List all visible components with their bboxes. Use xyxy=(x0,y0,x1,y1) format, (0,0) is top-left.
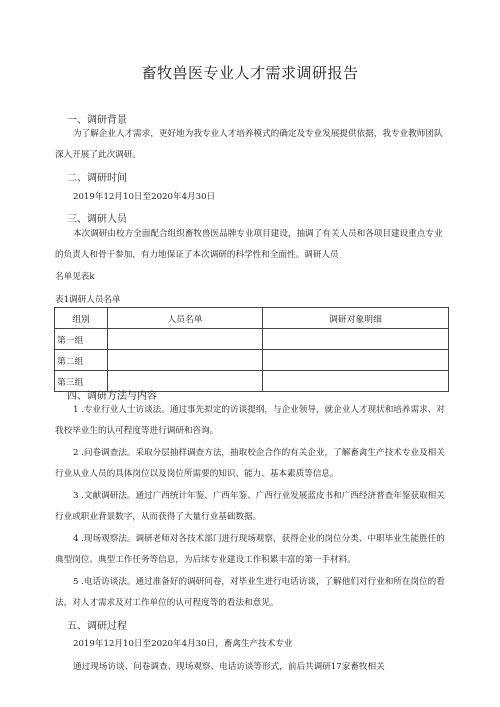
section-heading-staff: 三、调研人员 xyxy=(67,214,127,225)
staff-table xyxy=(54,307,449,392)
method-item-1: 1 .专业行业人士访谈法。通过事先拟定的访谈提纲，与企业领导，就企业人才现状和培养需求、对我校毕业生的认可程度等进行调研和咨询。 xyxy=(55,405,445,436)
header-targets: 调研对象明细 xyxy=(263,308,449,329)
method-item-3: 3 .文献调研法。通过广西统计年鉴、广西年鉴、广西行业发展蓝皮书和广西经济普查年鉴获取相关行业或职业背景数字，从而获得了大量行业基础数据。 xyxy=(55,491,445,522)
section-heading-background: 一、调研背景 xyxy=(67,115,127,126)
report-title: 畜牧兽医专业人才需求调研报告 xyxy=(141,64,359,82)
cell-group: 第三组 xyxy=(55,371,108,392)
section-body-staff: 本次调研由校方全面配合组织畜牧兽医品牌专业项目建设，抽调了有关人员和各项目建设重点专业的负责人和骨干参加，有力地保证了本次调研的科学性和全面性。调研人员 xyxy=(55,229,443,260)
table-row xyxy=(55,329,449,350)
cell-members xyxy=(108,350,263,371)
process-line-2: 通过现场访谈、问卷调查、现场观察、电话访谈等形式，前后共调研17家畜牧相关 xyxy=(73,662,385,672)
cell-group: 第二组 xyxy=(55,350,108,371)
cell-targets xyxy=(263,371,449,392)
section-body-time: 2019年12月10日至2020年4月30日 xyxy=(73,192,216,202)
table-caption: 表1调研人员名单 xyxy=(55,295,121,305)
table-header-row xyxy=(55,308,449,329)
cell-group: 第一组 xyxy=(55,329,108,350)
cell-members xyxy=(108,329,263,350)
header-members: 人员名单 xyxy=(108,308,263,329)
header-group: 组别 xyxy=(55,308,108,329)
table-row xyxy=(55,350,449,371)
method-item-4: 4 .现场观察法。调研老师对各技术部门进行现场观察，获得企业的岗位分类、中职毕业生能胜任的典型岗位、典型工作任务等信息，为后续专业建设工作积累丰富的第一手材料。 xyxy=(55,534,445,565)
cell-targets xyxy=(263,329,449,350)
section-heading-time: 二、调研时间 xyxy=(67,173,127,184)
method-item-2: 2 .问卷调查法。采取分层抽样调查方法，抽取校企合作的有关企业，了解畜禽生产技术专业及相关行业从业人员的具体岗位以及岗位所需要的知识、能力、基本素质等信息。 xyxy=(55,448,445,479)
cell-targets xyxy=(263,350,449,371)
process-line-1: 2019年12月10日至2020年4月30日，畜禽生产技术专业 xyxy=(73,639,293,649)
staff-list-reference: 名单见表k xyxy=(55,272,95,282)
method-item-5: 5 .电话访谈法。通过准备好的调研问卷，对毕业生进行电话访谈，了解他们对行业和所在岗位的看法，对人才需求及对工作单位的认可程度等的看法和意见。 xyxy=(55,577,445,608)
section-heading-methods: 四、调研方法与内容 xyxy=(67,391,157,402)
section-heading-process: 五、调研过程 xyxy=(67,621,127,632)
section-body-background: 为了解企业人才需求，更好地为我专业人才培养模式的确定及专业发展提供依据，我专业教师团队深入开展了此次调研。 xyxy=(55,129,443,160)
